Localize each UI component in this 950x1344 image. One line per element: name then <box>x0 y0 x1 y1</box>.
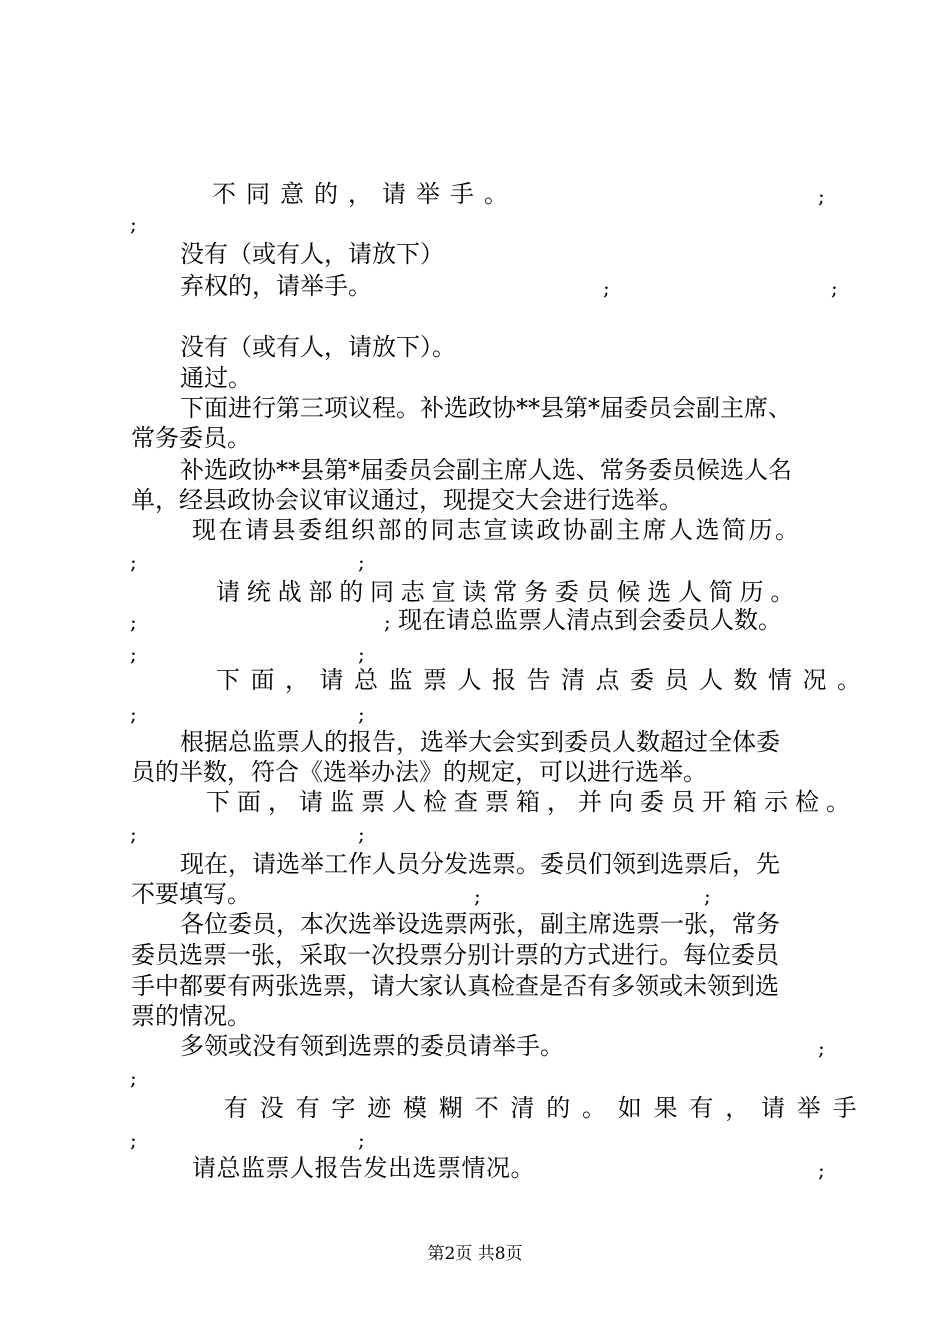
semicolon-mark: ; <box>130 550 137 574</box>
semicolon-mark: ; <box>130 822 137 846</box>
semicolon-mark: ; <box>358 1128 365 1152</box>
semicolon-mark: ; <box>818 1036 825 1060</box>
text-line: 请总监票人报告发出选票情况。 <box>192 1154 535 1182</box>
text-line: 票的情况。 <box>131 1002 251 1030</box>
text-line: 单，经县政协会议审议通过，现提交大会进行选举。 <box>131 486 683 514</box>
semicolon-mark: ; <box>358 702 365 726</box>
page-footer: 第2页 共8页 <box>427 1244 523 1264</box>
text-line: 不要填写。 <box>131 880 251 908</box>
text-line: 现在请县委组织部的同志宣读政协副主席人选简历。 <box>192 516 802 544</box>
semicolon-mark: ; <box>704 884 711 908</box>
text-line: 不同意的，请举手。 <box>212 180 518 208</box>
text-line: 请统战部的同志宣读常务委员候选人简历。 <box>216 578 802 606</box>
semicolon-mark: ; <box>130 702 137 726</box>
semicolon-mark: ; <box>358 822 365 846</box>
text-line: 根据总监票人的报告，选举大会实到委员人数超过全体委 <box>180 728 780 756</box>
text-line: 各位委员，本次选举设选票两张，副主席选票一张，常务 <box>180 910 780 938</box>
semicolon-mark: ; <box>384 610 391 634</box>
text-line: 补选政协**县第*届委员会副主席人选、常务委员候选人名 <box>180 456 792 484</box>
text-line: 现在请总监票人清点到会委员人数。 <box>398 606 782 634</box>
semicolon-mark: ; <box>358 550 365 574</box>
text-line: 有没有字迹模糊不清的。如果有，请举手 <box>224 1094 869 1122</box>
text-line: 下面，请监票人检查票箱，并向委员开箱示检。 <box>206 788 857 816</box>
text-line: 下面进行第三项议程。补选政协**县第*届委员会副主席、 <box>180 394 792 422</box>
text-line: 员的半数，符合《选举办法》的规定，可以进行选举。 <box>131 758 707 786</box>
semicolon-mark: ; <box>603 276 610 300</box>
semicolon-mark: ; <box>130 1128 137 1152</box>
text-line: 弃权的，请举手。 <box>180 272 372 300</box>
text-line: 现在，请选举工作人员分发选票。委员们领到选票后，先 <box>180 850 780 878</box>
text-line: 多领或没有领到选票的委员请举手。 <box>180 1032 564 1060</box>
text-line: 下面，请总监票人报告清点委员人数情况。 <box>216 666 872 694</box>
semicolon-mark: ; <box>130 1066 137 1090</box>
semicolon-mark: ; <box>831 276 838 300</box>
text-line: 没有（或有人，请放下） <box>180 240 444 268</box>
text-line: 常务委员。 <box>131 424 251 452</box>
text-line: 手中都要有两张选票，请大家认真检查是否有多领或未领到选 <box>131 972 779 1000</box>
semicolon-mark: ; <box>130 610 137 634</box>
semicolon-mark: ; <box>130 212 137 236</box>
semicolon-mark: ; <box>818 1158 825 1182</box>
semicolon-mark: ; <box>818 184 825 208</box>
semicolon-mark: ; <box>358 642 365 666</box>
text-line: 没有（或有人，请放下）。 <box>180 333 456 361</box>
text-line: 委员选票一张，采取一次投票分别计票的方式进行。每位委员 <box>131 941 779 969</box>
semicolon-mark: ; <box>130 642 137 666</box>
text-line: 通过。 <box>180 364 252 392</box>
semicolon-mark: ; <box>474 884 481 908</box>
